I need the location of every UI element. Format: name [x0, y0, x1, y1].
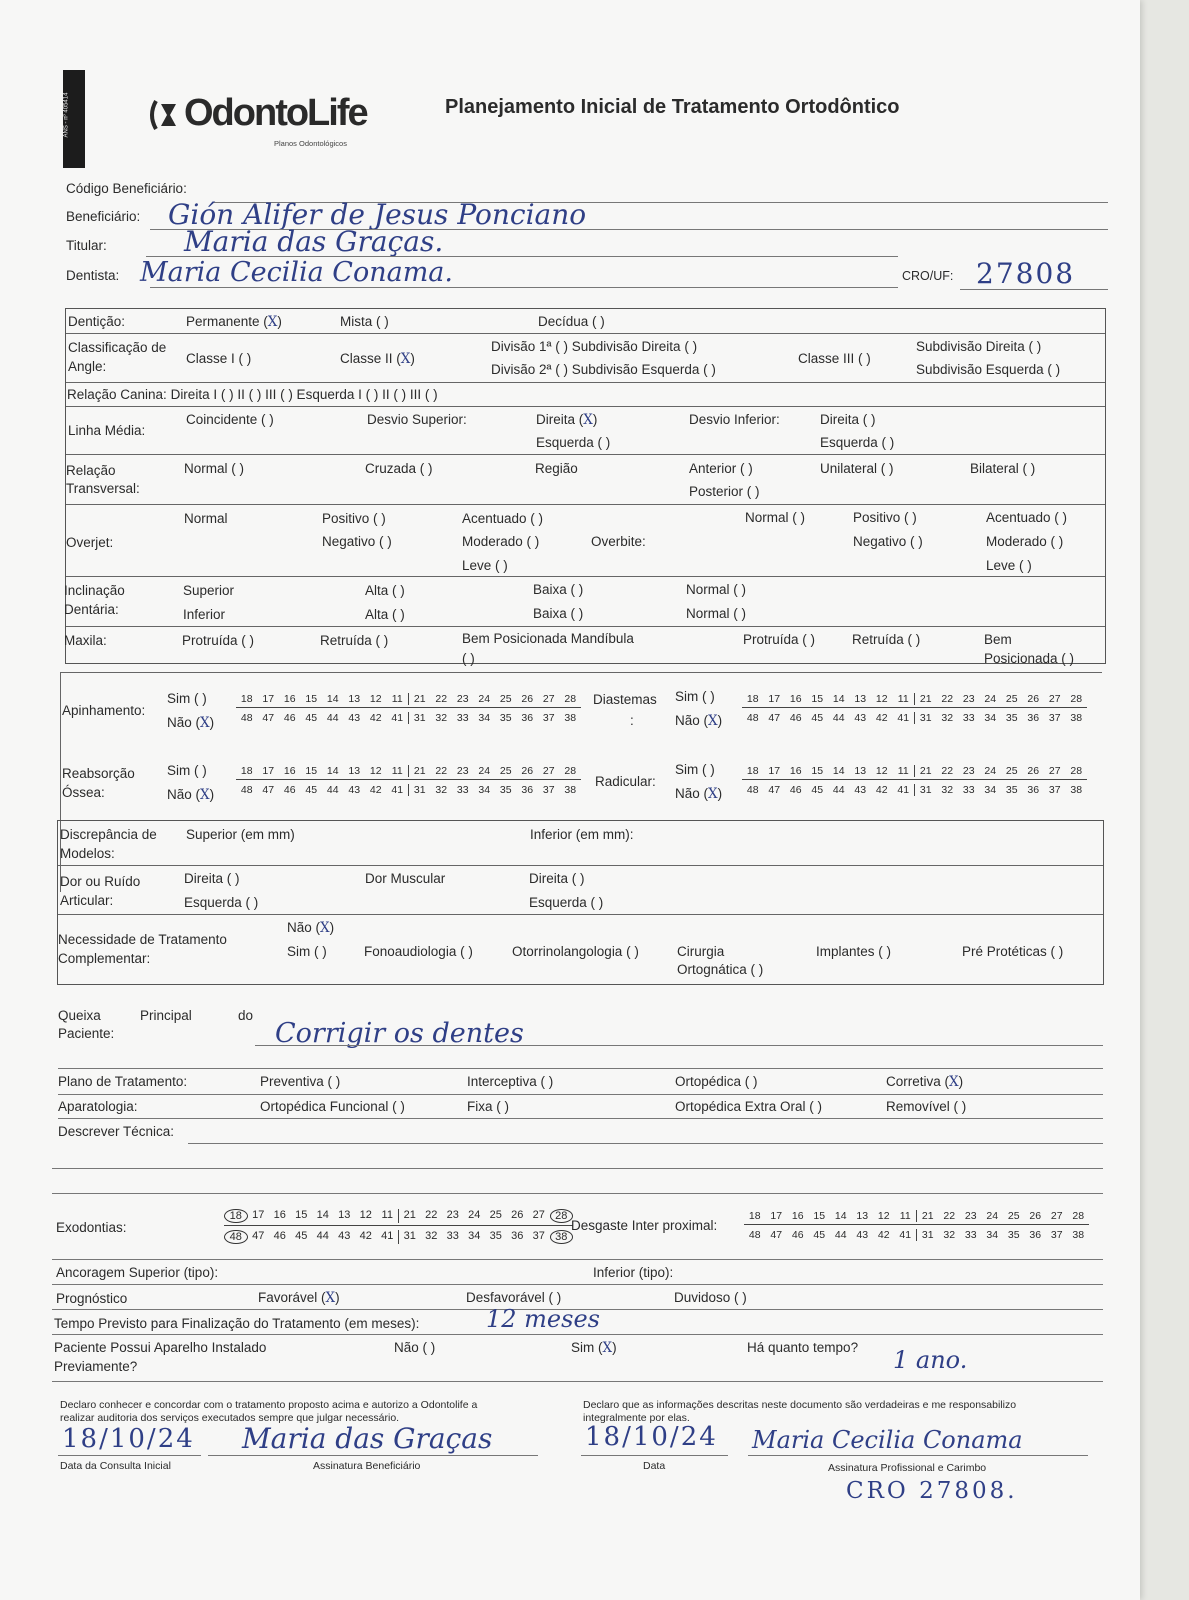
diastemas-nao-text: Não ( — [675, 713, 709, 728]
transversal-anterior[interactable]: Anterior ( ) — [689, 461, 753, 476]
exodontias-label: Exodontias: — [56, 1220, 127, 1235]
linha-direita[interactable]: Direita (X) — [536, 412, 598, 428]
aparelho-quanto-tempo: Há quanto tempo? — [747, 1340, 859, 1355]
reabsorcao-teeth-chart[interactable] — [236, 765, 581, 796]
overjet-normal: Normal — [184, 511, 228, 526]
diastemas-label: Diastemas — [593, 692, 657, 707]
aparelho-sim-text: Sim ( — [571, 1340, 603, 1355]
aparelho-nao[interactable]: Não ( ) — [394, 1340, 436, 1355]
queixa-label-2: Paciente: — [58, 1026, 115, 1041]
overbite-positivo[interactable]: Positivo ( ) — [853, 510, 917, 525]
complementar-label-2: Complementar: — [58, 951, 151, 966]
apinhamento-nao-mark: X — [200, 715, 210, 731]
transversal-normal[interactable]: Normal ( ) — [184, 461, 244, 476]
prognostico-favoravel[interactable]: Favorável (X) — [258, 1290, 340, 1306]
plano-interceptiva[interactable]: Interceptiva ( ) — [467, 1074, 554, 1089]
profissional-signature-label: Assinatura Profissional e Carimbo — [828, 1462, 987, 1474]
inclinacao-alta-sup[interactable]: Alta ( ) — [365, 583, 405, 598]
aparatologia-extra[interactable]: Ortopédica Extra Oral ( ) — [675, 1099, 823, 1114]
transversal-unilateral[interactable]: Unilateral ( ) — [820, 461, 894, 476]
row-divider — [66, 382, 1105, 383]
complementar-sim[interactable]: Sim ( ) — [287, 944, 327, 959]
overbite-negativo[interactable]: Negativo ( ) — [853, 534, 923, 549]
transversal-regiao: Região — [535, 461, 578, 476]
inclinacao-alta-inf[interactable]: Alta ( ) — [365, 607, 405, 622]
linha-esquerda2[interactable]: Esquerda ( ) — [820, 435, 895, 450]
row-divider — [66, 576, 1105, 577]
transversal-posterior[interactable]: Posterior ( ) — [689, 484, 760, 499]
complementar-implantes[interactable]: Implantes ( ) — [816, 944, 892, 959]
cro-label: CRO/UF: — [902, 269, 954, 283]
plano-corretiva[interactable]: Corretiva (X) — [886, 1074, 964, 1090]
overjet-acentuado[interactable]: Acentuado ( ) — [462, 511, 544, 526]
dentista-label: Dentista: — [66, 268, 120, 283]
denticao-label: Dentição: — [68, 314, 126, 329]
plano-ortopedica[interactable]: Ortopédica ( ) — [675, 1074, 758, 1089]
radicular-sim[interactable]: Sim ( ) — [675, 762, 715, 777]
radicular-nao-mark: X — [708, 786, 718, 802]
prognostico-duvidoso[interactable]: Duvidoso ( ) — [674, 1290, 747, 1305]
dor-esquerda2[interactable]: Esquerda ( ) — [529, 895, 604, 910]
dor-label-1: Dor ou Ruído — [60, 874, 141, 889]
direita-text: Direita ( — [536, 412, 584, 427]
complementar-label-1: Necessidade de Tratamento — [58, 932, 227, 947]
logo-text: OdontoLife — [184, 92, 367, 134]
teeth-upper-row: 18 17 16 15 14 13 12 11 21 22 23 24 25 26 27 28 — [746, 693, 1083, 705]
consulta-date-label: Data da Consulta Inicial — [60, 1460, 171, 1472]
mandibula-protruida[interactable]: Protruída ( ) — [743, 632, 816, 647]
tempo-value: 12 meses — [486, 1305, 600, 1333]
diastemas-colon: : — [630, 713, 634, 728]
tempo-line — [52, 1334, 1103, 1335]
corretiva-text: Corretiva ( — [886, 1074, 950, 1089]
teeth-lower-row: 48 47 46 45 44 43 42 41 31 32 33 34 35 36 37 38 — [742, 779, 1087, 796]
diastemas-teeth-chart[interactable] — [742, 693, 1087, 724]
favoravel-text: Favorável ( — [258, 1290, 326, 1305]
angle-sub-esq[interactable]: Subdivisão Esquerda ( ) — [916, 362, 1061, 377]
aparatologia-label: Aparatologia: — [58, 1099, 138, 1114]
maxila-label: Maxila: — [64, 633, 107, 648]
discrepancia-superior[interactable]: Superior (em mm) — [186, 827, 295, 842]
discrepancia-inferior[interactable]: Inferior (em mm): — [530, 827, 634, 842]
queixa-line — [255, 1045, 1103, 1046]
tempo-label: Tempo Previsto para Finalização do Tratamento (em meses): — [54, 1316, 420, 1331]
inclinacao-baixa-inf[interactable]: Baixa ( ) — [533, 606, 584, 621]
reabsorcao-sim[interactable]: Sim ( ) — [167, 763, 207, 778]
linha-desvio-sup: Desvio Superior: — [367, 412, 467, 427]
aparelho-label-2: Previamente? — [54, 1359, 138, 1374]
reabsorcao-nao[interactable]: Não (X) — [167, 787, 215, 803]
maxila-bem-posicionada: Bem Posicionada Mandíbula — [462, 631, 634, 646]
row-divider — [66, 406, 1105, 407]
tecnica-label: Descrever Técnica: — [58, 1124, 175, 1139]
radicular-label: Radicular: — [595, 774, 656, 789]
declaracao-left-1: Declaro conhecer e concordar com o tratamento proposto acima e autorizo a Odontolife a — [60, 1399, 478, 1411]
tecnica-line-3 — [52, 1193, 1103, 1194]
mandibula-bem: Bem — [984, 632, 1012, 647]
titular-value: Maria das Graças. — [184, 225, 444, 258]
ancoragem-inferior: Inferior (tipo): — [593, 1265, 674, 1280]
diastemas-sim[interactable]: Sim ( ) — [675, 689, 715, 704]
page-title: Planejamento Inicial de Tratamento Ortodôntico — [445, 96, 900, 118]
plano-preventiva[interactable]: Preventiva ( ) — [260, 1074, 341, 1089]
row-divider — [66, 333, 1105, 334]
teeth-lower-row: 48 47 46 45 44 43 42 41 31 32 33 34 35 36 37 38 — [744, 1224, 1089, 1241]
reabsorcao-label-2: Óssea: — [62, 785, 105, 800]
cro-stamp: CRO 27808. — [846, 1478, 1018, 1504]
ancoragem-line — [52, 1284, 1103, 1285]
denticao-permanente[interactable]: Permanente (X) — [186, 314, 282, 330]
overbite-moderado[interactable]: Moderado ( ) — [986, 534, 1064, 549]
complementar-ortognatica[interactable]: Ortognática ( ) — [677, 962, 764, 977]
favoravel-mark: X — [325, 1290, 336, 1306]
radicular-teeth-chart[interactable] — [742, 765, 1087, 796]
queixa-word-2: Principal — [140, 1008, 192, 1023]
row-divider — [66, 454, 1105, 455]
tecnica-line-1 — [188, 1143, 1103, 1144]
apinhamento-nao[interactable]: Não (X) — [167, 715, 215, 731]
teeth-lower-row: 48 47 46 45 44 43 42 41 31 32 33 34 35 36 37 38 — [224, 1225, 573, 1244]
inclinacao-label-2: Dentária: — [64, 602, 119, 617]
corretiva-mark: X — [949, 1074, 959, 1090]
aparelho-line — [52, 1381, 1103, 1382]
consulta-date-line — [58, 1455, 201, 1456]
aparatologia-line — [58, 1118, 1103, 1119]
apinhamento-sim[interactable]: Sim ( ) — [167, 691, 207, 706]
dor-label-2: Articular: — [60, 893, 114, 908]
consulta-date-value: 18/10/24 — [62, 1424, 195, 1454]
queixa-word-1: Queixa — [58, 1008, 101, 1023]
plano-line — [58, 1094, 1103, 1095]
inclinacao-normal-sup[interactable]: Normal ( ) — [686, 582, 746, 597]
transversal-bilateral[interactable]: Bilateral ( ) — [970, 461, 1036, 476]
dentista-line — [150, 287, 898, 288]
direita-mark: X — [583, 412, 593, 428]
dor-direita[interactable]: Direita ( ) — [184, 871, 240, 886]
apinhamento-nao-text: Não ( — [167, 715, 201, 730]
queixa-value: Corrigir os dentes — [275, 1018, 524, 1049]
overjet-label: Overjet: — [66, 535, 114, 550]
permanente-mark: X — [267, 314, 278, 330]
linha-desvio-inf: Desvio Inferior: — [689, 412, 780, 427]
diastemas-nao-mark: X — [708, 713, 718, 729]
linha-coincidente[interactable]: Coincidente ( ) — [186, 412, 274, 427]
angle-div1[interactable]: Divisão 1ª ( ) Subdivisão Direita ( ) — [491, 339, 698, 354]
row-divider — [66, 504, 1105, 505]
beneficiario-value: Gión Alifer de Jesus Ponciano — [168, 198, 587, 231]
transversal-label-2: Transversal: — [66, 481, 140, 496]
maxila-retruida[interactable]: Retruída ( ) — [320, 633, 389, 648]
overjet-negativo[interactable]: Negativo ( ) — [322, 534, 392, 549]
classe2-text: Classe II ( — [340, 351, 401, 366]
teeth-upper-row: 18 17 16 15 14 13 12 11 21 22 23 24 25 26 27 28 — [748, 1210, 1085, 1222]
aparelho-label-1: Paciente Possui Aparelho Instalado — [54, 1340, 267, 1355]
linha-media-label: Linha Média: — [68, 423, 146, 438]
reabsorcao-nao-mark: X — [200, 787, 210, 803]
side-badge-text: ANS - nº 405414 — [63, 92, 70, 138]
apinhamento-teeth-chart[interactable] — [236, 693, 581, 724]
beneficiario-signature-label: Assinatura Beneficiário — [313, 1460, 421, 1472]
complementar-proteticas[interactable]: Pré Protéticas ( ) — [962, 944, 1064, 959]
radicular-nao-text: Não ( — [675, 786, 709, 801]
apinhamento-label: Apinhamento: — [62, 703, 146, 718]
declaracao-right-1: Declaro que as informações descritas neste documento são verdadeiras e me responsabilizo — [583, 1399, 1017, 1411]
overbite-label: Overbite: — [591, 534, 646, 549]
tecnica-line-2 — [52, 1168, 1103, 1169]
declaracao-left-2: realizar auditoria dos serviços executados sempre que julgar necessário. — [60, 1412, 400, 1424]
aparelho-sim-mark: X — [602, 1340, 613, 1356]
maxila-bem-paren[interactable]: ( ) — [462, 651, 475, 666]
complementar-nao-text: Não ( — [287, 920, 321, 935]
aparatologia-removivel[interactable]: Removível ( ) — [886, 1099, 967, 1114]
aparelho-quanto-value: 1 ano. — [893, 1346, 968, 1374]
teeth-upper-row: 18 17 16 15 14 13 12 11 21 22 23 24 25 26 27 28 — [240, 693, 577, 705]
denticao-mista[interactable]: Mista ( ) — [340, 314, 389, 329]
teeth-lower-row: 48 47 46 45 44 43 42 41 31 32 33 34 35 36 37 38 — [236, 779, 581, 796]
teeth-lower-row: 48 47 46 45 44 43 42 41 31 32 33 34 35 36 37 38 — [236, 707, 581, 724]
complementar-fono[interactable]: Fonoaudiologia ( ) — [364, 944, 473, 959]
dentista-value: Maria Cecilia Conama. — [140, 257, 453, 288]
titular-label: Titular: — [66, 238, 107, 253]
linha-esquerda[interactable]: Esquerda ( ) — [536, 435, 611, 450]
reabsorcao-nao-text: Não ( — [167, 787, 201, 802]
exodontias-line — [52, 1259, 1103, 1260]
desgaste-label: Desgaste Inter proximal: — [571, 1218, 718, 1233]
discrepancia-label-1: Discrepância de — [60, 827, 157, 842]
relacao-canina[interactable]: Relação Canina: Direita I ( ) II ( ) III ( ) Esquerda I ( ) II ( ) III ( ) — [67, 387, 438, 402]
profissional-signature-line — [748, 1455, 1088, 1456]
overjet-moderado[interactable]: Moderado ( ) — [462, 534, 540, 549]
beneficiario-signature: Maria das Graças — [242, 1422, 493, 1455]
maxila-protruida[interactable]: Protruída ( ) — [182, 633, 255, 648]
plano-label: Plano de Tratamento: — [58, 1074, 188, 1089]
data-line — [581, 1455, 728, 1456]
angle-label-1: Classificação de — [68, 340, 167, 355]
aparatologia-funcional[interactable]: Ortopédica Funcional ( ) — [260, 1099, 405, 1114]
overjet-positivo[interactable]: Positivo ( ) — [322, 511, 386, 526]
angle-classe2[interactable]: Classe II (X) — [340, 351, 415, 367]
data-label: Data — [643, 1460, 666, 1472]
radicular-nao[interactable]: Não (X) — [675, 786, 723, 802]
denticao-decidua[interactable]: Decídua ( ) — [538, 314, 605, 329]
queixa-line-2 — [58, 1068, 1103, 1069]
overbite-acentuado[interactable]: Acentuado ( ) — [986, 510, 1068, 525]
teeth-upper-row: 18 17 16 15 14 13 12 11 21 22 23 24 25 26 27 28 — [240, 765, 577, 777]
overjet-leve[interactable]: Leve ( ) — [462, 558, 508, 573]
cro-line — [960, 289, 1108, 290]
teeth-lower-row: 48 47 46 45 44 43 42 41 31 32 33 34 35 36 37 38 — [742, 707, 1087, 724]
profissional-signature: Maria Cecilia Conama — [752, 1426, 1023, 1454]
diastemas-nao[interactable]: Não (X) — [675, 713, 723, 729]
discrepancia-label-2: Modelos: — [60, 846, 115, 861]
inclinacao-baixa-sup[interactable]: Baixa ( ) — [533, 582, 584, 597]
permanente-text: Permanente ( — [186, 314, 268, 329]
classe2-mark: X — [400, 351, 411, 367]
inclinacao-superior: Superior — [183, 583, 235, 598]
codigo-label: Código Beneficiário: — [66, 181, 187, 196]
angle-label-2: Angle: — [68, 359, 107, 374]
logo-icon — [146, 98, 182, 137]
overbite-leve[interactable]: Leve ( ) — [986, 558, 1032, 573]
aparelho-sim[interactable]: Sim (X) — [571, 1340, 617, 1356]
overbite-normal[interactable]: Normal ( ) — [745, 510, 805, 525]
transversal-cruzada[interactable]: Cruzada ( ) — [365, 461, 433, 476]
desgaste-teeth-chart[interactable] — [744, 1210, 1089, 1241]
teeth-upper-row: 18 17 16 15 14 13 12 11 21 22 23 24 25 26 27 28 — [224, 1209, 573, 1223]
logo-subtitle: Planos Odontológicos — [274, 139, 347, 148]
angle-sub-dir[interactable]: Subdivisão Direita ( ) — [916, 339, 1042, 354]
complementar-nao[interactable]: Não (X) — [287, 920, 335, 936]
dor-direita2[interactable]: Direita ( ) — [529, 871, 585, 886]
queixa-word-3: do — [238, 1008, 254, 1023]
inclinacao-inferior: Inferior — [183, 607, 226, 622]
row-divider — [60, 672, 1102, 673]
beneficiario-label: Beneficiário: — [66, 209, 141, 224]
declaracao-right-2: integralmente por elas. — [583, 1412, 690, 1424]
prognostico-desfavoravel[interactable]: Desfavorável ( ) — [466, 1290, 562, 1305]
prognostico-label: Prognóstico — [56, 1291, 128, 1306]
inclinacao-normal-inf[interactable]: Normal ( ) — [686, 606, 746, 621]
teeth-upper-row: 18 17 16 15 14 13 12 11 21 22 23 24 25 26 27 28 — [746, 765, 1083, 777]
row-divider — [58, 865, 1103, 866]
cro-value: 27808 — [976, 257, 1076, 290]
angle-div2[interactable]: Divisão 2ª ( ) Subdivisão Esquerda ( ) — [491, 362, 716, 377]
data-value: 18/10/24 — [585, 1422, 718, 1452]
complementar-otorrino[interactable]: Otorrinolangologia ( ) — [512, 944, 639, 959]
angle-classe3[interactable]: Classe III ( ) — [798, 351, 871, 366]
complementar-cirurgia: Cirurgia — [677, 944, 725, 959]
dor-esquerda[interactable]: Esquerda ( ) — [184, 895, 259, 910]
mandibula-posicionada[interactable]: Posicionada ( ) — [984, 651, 1075, 666]
dor-muscular: Dor Muscular — [365, 871, 446, 886]
reabsorcao-label-1: Reabsorção — [62, 766, 135, 781]
row-divider — [66, 626, 1105, 627]
mandibula-retruida[interactable]: Retruída ( ) — [852, 632, 921, 647]
complementar-nao-mark: X — [320, 920, 330, 936]
inclinacao-label-1: Inclinação — [64, 583, 125, 598]
ancoragem-label: Ancoragem Superior (tipo): — [56, 1265, 219, 1280]
angle-classe1[interactable]: Classe I ( ) — [186, 351, 252, 366]
transversal-label-1: Relação — [66, 463, 116, 478]
aparatologia-fixa[interactable]: Fixa ( ) — [467, 1099, 509, 1114]
beneficiario-signature-line — [208, 1455, 538, 1456]
exodontias-teeth-chart[interactable] — [224, 1209, 573, 1244]
row-divider — [58, 914, 1103, 915]
linha-direita2[interactable]: Direita ( ) — [820, 412, 876, 427]
